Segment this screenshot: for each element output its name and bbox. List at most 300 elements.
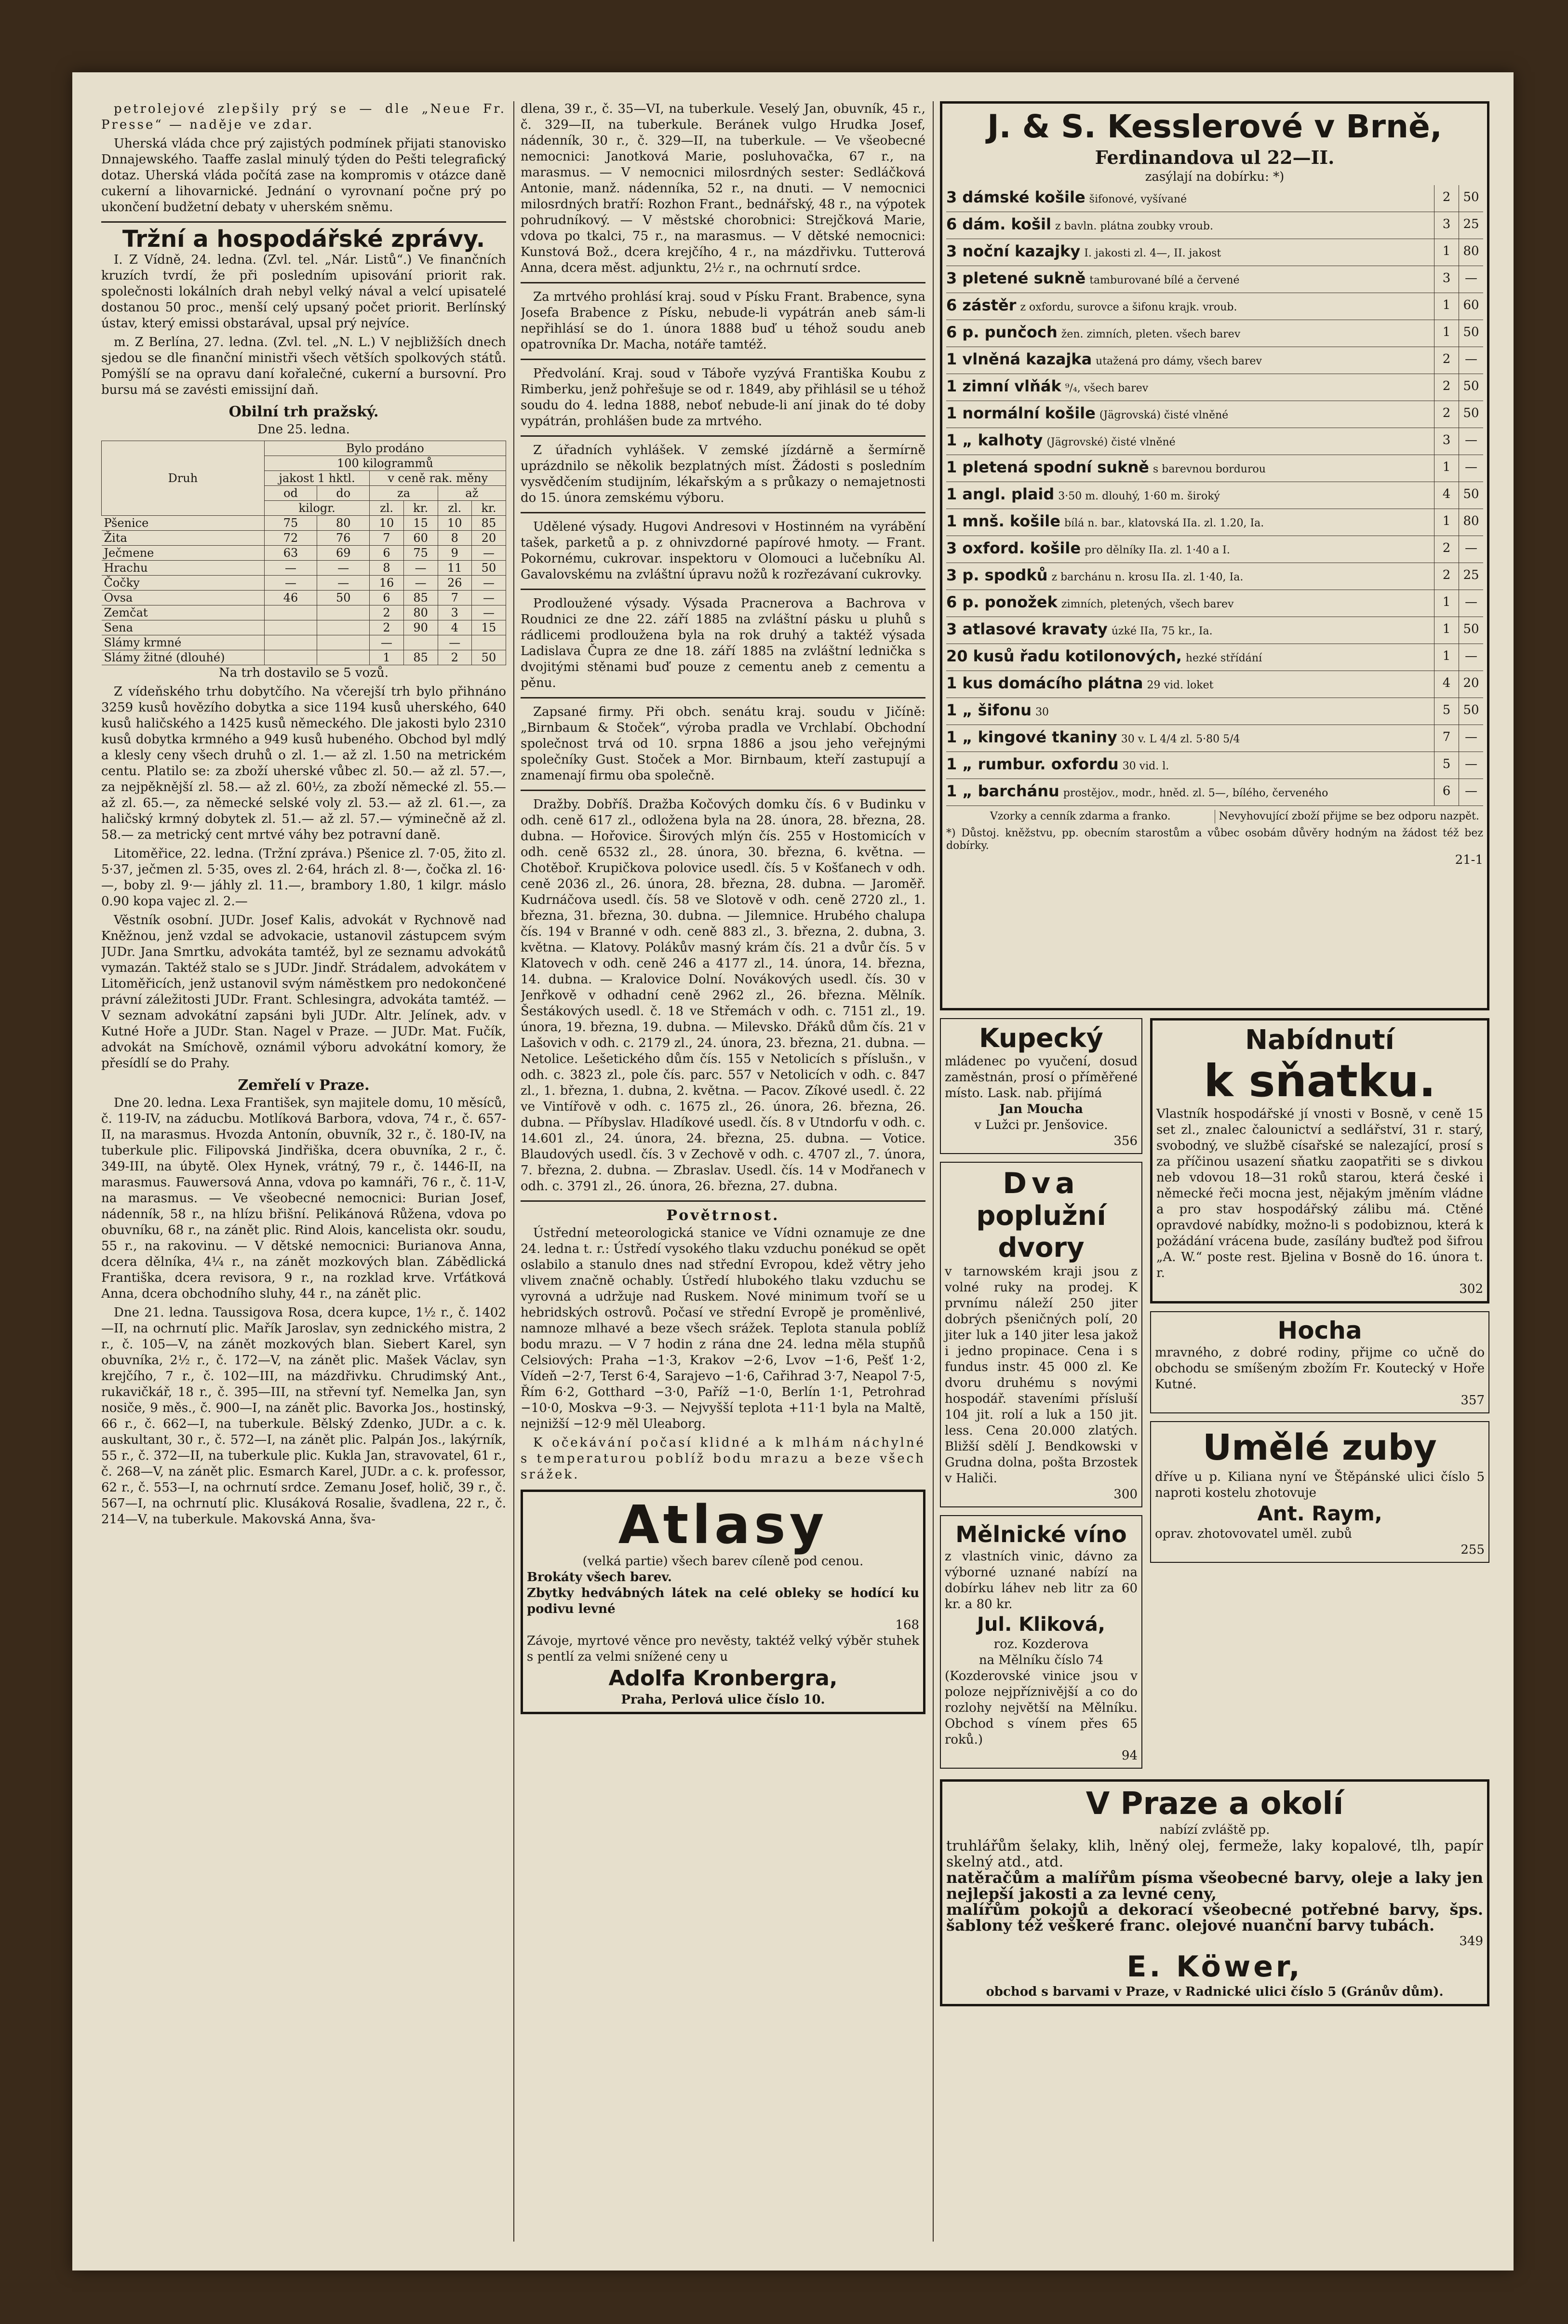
ad-place: na Mělníku číslo 74 bbox=[978, 1653, 1104, 1667]
ad-number: 300 bbox=[1113, 1487, 1138, 1502]
price-item-desc: žen. zimních, pleten. všech barev bbox=[1061, 328, 1241, 340]
price-item-desc: 30 bbox=[1035, 706, 1049, 718]
table-cell: 15 bbox=[403, 516, 438, 531]
divider bbox=[521, 512, 925, 513]
ad-line: Závoje, myrtové věnce pro nevěsty, taktéž velký výběr stuhek s pentlí za velmi snížené ceny u bbox=[527, 1634, 919, 1664]
deaths-title: Zemřelí v Praze. bbox=[238, 1077, 370, 1094]
table-cell: — bbox=[471, 546, 506, 561]
price-row bbox=[946, 185, 1483, 212]
ad-title: Dva bbox=[1003, 1167, 1080, 1200]
table-cell: — bbox=[317, 561, 370, 576]
price-kr: 50 bbox=[1459, 617, 1483, 644]
price-item-desc: tamburované bílé a červené bbox=[1089, 274, 1240, 286]
price-item-title: 6 zástěr bbox=[946, 296, 1017, 314]
ad-title: k sňatku. bbox=[1204, 1055, 1436, 1107]
price-kr: — bbox=[1459, 536, 1483, 563]
newspaper-page bbox=[72, 72, 1514, 2270]
price-item-title: 6 p. punčoch bbox=[946, 323, 1058, 341]
table-header: zl. bbox=[370, 501, 403, 516]
divider bbox=[521, 790, 925, 791]
ad-number: 357 bbox=[1461, 1393, 1485, 1408]
price-kr: 50 bbox=[1459, 698, 1483, 725]
price-kr: 50 bbox=[1459, 185, 1483, 212]
ad-zuby bbox=[1150, 1421, 1489, 1563]
column-rule bbox=[933, 101, 934, 2242]
ad-title: Atlasy bbox=[618, 1494, 828, 1556]
table-cell bbox=[264, 650, 317, 665]
table-cell: 2 bbox=[370, 605, 403, 620]
price-item-title: 1 mnš. košile bbox=[946, 512, 1060, 530]
ad-dva-dvory bbox=[940, 1162, 1142, 1507]
table-cell-name: Sena bbox=[102, 620, 265, 635]
table-cell-name: Slámy žitné (dlouhé) bbox=[102, 650, 265, 665]
ad-text: Vlastník hospodářské jí vnosti v Bosně, v ceně 15 set zl., znalec čalounictví a sedlářství, 31 r. starý, svobodný, ve službě císařské se nalezající, prosí s za příčinou usazení sňatku zaopatřiti se s divkou neb vdovou 18—31 roků starou, která české i německé řeči mocna jest, nějakým jměním vládne a pro stav hospodářský zálibu má. Ctěné opravdové nabídky, možno-li s podobiznou, která k požádání vrácena bude, zasílány buďtež pod šifrou „A. W.“ poste rest. Bjelina v Bosně do 16. února t. r. bbox=[1156, 1107, 1483, 1280]
table-cell: 63 bbox=[264, 546, 317, 561]
price-kr: 50 bbox=[1459, 374, 1483, 401]
ad-text: (Kozderovské vinice jsou v poloze nejpříznivější a co do rozlohy největší na Mělníku. Obchod s vínem přes 65 roků.) bbox=[945, 1669, 1138, 1747]
table-row bbox=[102, 531, 506, 546]
table-header: kr. bbox=[403, 501, 438, 516]
price-item bbox=[946, 455, 1434, 482]
ad-number: 255 bbox=[1461, 1543, 1485, 1557]
price-row bbox=[946, 698, 1483, 725]
price-zl: 6 bbox=[1434, 779, 1459, 806]
ad-title: Umělé zuby bbox=[1203, 1427, 1437, 1468]
divider bbox=[521, 359, 925, 360]
price-item-title: 1 kus domácího plátna bbox=[946, 674, 1143, 692]
table-cell-name: Čočky bbox=[102, 576, 265, 591]
price-list bbox=[946, 185, 1483, 806]
price-item-desc: utažená pro dámy, všech barev bbox=[1096, 355, 1262, 367]
table-cell: 10 bbox=[438, 516, 471, 531]
table-cell: 20 bbox=[471, 531, 506, 546]
price-item bbox=[946, 698, 1434, 725]
ad-kupecky bbox=[940, 1018, 1142, 1154]
price-item-title: 1 „ rumbur. oxfordu bbox=[946, 755, 1119, 773]
price-item bbox=[946, 617, 1434, 644]
table-cell: 8 bbox=[370, 561, 403, 576]
table-cell bbox=[264, 635, 317, 650]
table-cell: — bbox=[264, 576, 317, 591]
column-middle bbox=[521, 101, 925, 2251]
ad-vino bbox=[940, 1515, 1142, 1769]
table-row bbox=[102, 591, 506, 605]
price-kr: 50 bbox=[1459, 401, 1483, 428]
price-kr: — bbox=[1459, 644, 1483, 671]
price-kr: 50 bbox=[1459, 320, 1483, 347]
price-zl: 2 bbox=[1434, 185, 1459, 212]
table-header: Druh bbox=[102, 441, 265, 516]
table-row bbox=[102, 546, 506, 561]
ad-title: Nabídnutí bbox=[1245, 1024, 1394, 1056]
ad-place: v Lužci pr. Jenšovice. bbox=[974, 1118, 1108, 1132]
price-row bbox=[946, 428, 1483, 455]
ad-number: 168 bbox=[895, 1618, 919, 1632]
table-note: Na trh dostavilo se 5 vozů. bbox=[218, 666, 389, 680]
table-cell: 85 bbox=[471, 516, 506, 531]
price-item-desc: zimních, pletených, všech barev bbox=[1061, 598, 1234, 610]
table-cell: — bbox=[438, 635, 471, 650]
table-header: od bbox=[264, 486, 317, 501]
notice: Prodloužené výsady. Výsada Pracnerova a Bachrova v Roudnici ze dne 22. září 1885 na zvláštní pásku u pluhů s rádlicemi prodloužena byla na rok druhý a taktéž výsada Ladislava Čupra ze dne 18. září 1885 na zvláštní lednička s dvojitými stěnami buď pouze z cementu aneb z cementu a pěnu. bbox=[521, 596, 925, 690]
price-item-title: 6 p. ponožek bbox=[946, 593, 1058, 611]
table-cell: — bbox=[471, 605, 506, 620]
ad-name: Jan Moucha bbox=[999, 1102, 1083, 1116]
price-item-desc: prostějov., modr., hněd. zl. 5—, bílého, červeného bbox=[1063, 787, 1328, 799]
table-header: jakost 1 hktl. bbox=[264, 471, 370, 486]
table-cell bbox=[317, 635, 370, 650]
divider bbox=[521, 697, 925, 699]
notice: Dražby. Dobříš. Dražba Kočových domku čís. 6 v Budinku v odh. ceně 617 zl., odložena byla na 28. února, 28. března, 28. dubna. — Hořovice. Širových mlýn čís. 255 v Hostomicích v odh. ceně 6532 zl., 28. února, 30. března, 6. května. — Chotěboř. Krupičkova polovice usedl. čís. 5 v Košťanech v odh. ceně 2036 zl., 26. února, 28. března, 28. dubna. — Jaroměř. Kudrnáčova usedl. čís. 58 ve Slotově v odh. ceně 2720 zl., 1. března, 31. března, 30. dubna. — Jilemnice. Hrubého chalupa čís. 194 v Branné v odh. ceně 883 zl., 3. března, 2. dubna, 3. května. — Klatovy. Polákův masný krám čís. 21 a dvůr čís. 5 v Klatovech v odh. ceně 246 a 4177 zl., 14. února, 14. března, 14. dubna. — Kralovice Dolní. Novákových usedl. čís. 30 v Jenřkově v odhadní ceně 2962 zl., 26. března. Mělník. Šestákových usedl. č. 18 ve Střemách v odh. c. 7151 zl., 19. února, 19. března, 19. dubna. — Milevsko. Dřáků dům čís. 21 v Lašovich v odh. c. 2179 zl., 24. února, 23. března, 21. dubna. — Netolice. Lešetického dům čís. 155 v Netolicích s příslušn., v odh. c. 3823 zl., pole čís. parc. 557 v Netolicích v odh. c. 847 zl., 1. března, 1. dubna, 2. května. — Pacov. Zíkové usedl. č. 22 ve Vintířově v odh. c. 1675 zl., 26. února, 26. března, 26. dubna. — Příbyslav. Hladíkové usedl. čís. 8 v Utndorfu v odh. c. 14.601 zl., 24. února, 24. března, 25. dubna. — Votice. Blaudových usedl. čís. 3 v Zechově v odh. c. 4707 zl., 7. února, 7. března, 2. dubna. — Zbraslav. Usedl. čís. 14 v Modřanech v odh. c. 3791 zl., 26. února, 26. března, 27. dubna. bbox=[521, 797, 925, 1194]
price-item bbox=[946, 401, 1434, 428]
paragraph: Ústřední meteorologická stanice ve Vídni oznamuje ze dne 24. ledna t. r.: Ústředí vysokého tlaku vzduchu ponékud se opět oslabilo a stanulo dnes nad střední Evropou, kdež větry jeho vlivem značně ochably. Ústředí hlubokého tlaku vzduchu se vyrovná a udržuje nad Ruskem. Nové minimum tvoří se u hebridských ostrovů. Počasí ve střední Evropě je proměnlivé, namnoze mlhavé a beze všech srážek. Teplota stanula poblíž bodu mrazu. — V 7 hodin z rána dne 24. ledna měla stupňů Celsiových: Praha −1·3, Krakov −2·6, Lvov −1·6, Pešť 1·2, Vídeň −2·7, Terst 6·4, Sarajevo −1·6, Cařihrad 3·7, Neapol 7·5, Řím 6·2, Gotthard −3·0, Paříž −1·0, Berlín 1·1, Petrohrad −10·0, Moskva −9·3. — Nejvyšší teplota +11·1 byla na Maltě, nejnižší −12·9 měl Uleaborg. bbox=[521, 1226, 925, 1431]
ad-text: mládenec po vyučení, dosud zaměstnán, prosí o příměřené místo. Lask. nab. přijímá bbox=[945, 1054, 1138, 1101]
price-item-desc: 30 vid. l. bbox=[1122, 760, 1169, 772]
table-cell: 7 bbox=[370, 531, 403, 546]
price-kr: — bbox=[1459, 779, 1483, 806]
ad-snatek bbox=[1150, 1018, 1489, 1303]
ad-name: Ant. Raym, bbox=[1257, 1502, 1382, 1525]
price-row bbox=[946, 752, 1483, 779]
table-cell: 85 bbox=[403, 591, 438, 605]
table-cell-name: Ječmene bbox=[102, 546, 265, 561]
table-cell: 50 bbox=[471, 650, 506, 665]
price-item bbox=[946, 374, 1434, 401]
table-cell: 85 bbox=[403, 650, 438, 665]
price-zl: 3 bbox=[1434, 212, 1459, 239]
price-item-title: 1 zimní vlňák bbox=[946, 377, 1061, 395]
ad-hocha bbox=[1150, 1311, 1489, 1413]
notice: Zapsané firmy. Při obch. senátu kraj. soudu v Jičíně: „Birnbaum & Stoček“, výroba pradla ve Vrchlabí. Obchodní společnost trvá od 10. srpna 1886 a jsou jeho veřejnými společníky Gust. Stoček a Mor. Birnbaum, kteří zastupují a znamenají firmu oba společně. bbox=[521, 705, 925, 783]
ad-footer-right: Nevyhovující zboží přijme se bez odporu nazpět. bbox=[1219, 810, 1479, 822]
price-item bbox=[946, 509, 1434, 536]
price-row bbox=[946, 239, 1483, 266]
price-item bbox=[946, 725, 1434, 752]
price-item bbox=[946, 644, 1434, 671]
price-row bbox=[946, 455, 1483, 482]
table-cell: 75 bbox=[403, 546, 438, 561]
ad-name: Adolfa Kronbergra, bbox=[608, 1666, 838, 1691]
price-item-title: 6 dám. košil bbox=[946, 215, 1051, 233]
table-header: za bbox=[370, 486, 438, 501]
ad-line: Zbytky hedvábných látek na celé obleky se hodící ku podivu levné bbox=[527, 1586, 919, 1616]
table-cell bbox=[317, 650, 370, 665]
price-item bbox=[946, 671, 1434, 698]
ad-atlasy bbox=[521, 1490, 925, 1714]
divider bbox=[521, 589, 925, 590]
price-item-title: 1 „ kalhoty bbox=[946, 431, 1043, 449]
table-cell: 75 bbox=[264, 516, 317, 531]
price-item-desc: 30 v. L 4/4 zl. 5·80 5/4 bbox=[1121, 733, 1240, 745]
price-item bbox=[946, 563, 1434, 590]
price-kr: — bbox=[1459, 428, 1483, 455]
table-cell: — bbox=[471, 591, 506, 605]
price-zl: 1 bbox=[1434, 239, 1459, 266]
price-item-desc: z barchánu n. krosu IIa. zl. 1·40, Ia. bbox=[1051, 571, 1244, 583]
ad-title: Kupecký bbox=[979, 1023, 1103, 1053]
table-cell: — bbox=[471, 576, 506, 591]
ad-title: poplužní dvory bbox=[976, 1200, 1106, 1263]
price-zl: 5 bbox=[1434, 752, 1459, 779]
price-row bbox=[946, 482, 1483, 509]
price-zl: 2 bbox=[1434, 347, 1459, 374]
price-zl: 1 bbox=[1434, 320, 1459, 347]
table-cell bbox=[264, 605, 317, 620]
table-cell bbox=[317, 620, 370, 635]
price-kr: 60 bbox=[1459, 293, 1483, 320]
ad-name-2: roz. Kozderova bbox=[993, 1637, 1089, 1652]
table-cell-name: Slámy krmné bbox=[102, 635, 265, 650]
price-row bbox=[946, 779, 1483, 806]
table-cell: 8 bbox=[438, 531, 471, 546]
price-item-desc: bílá n. bar., klatovská IIa. zl. 1.20, Ia. bbox=[1064, 517, 1264, 529]
price-item bbox=[946, 185, 1434, 212]
table-cell-name: Ovsa bbox=[102, 591, 265, 605]
table-cell: 2 bbox=[438, 650, 471, 665]
price-item-title: 3 atlasové kravaty bbox=[946, 620, 1108, 638]
paragraph: petrolejové zlepšily prý se — dle „Neue Fr. Presse“ — naděje ve zdar. bbox=[101, 102, 506, 132]
price-item-title: 3 dámské košile bbox=[946, 188, 1086, 206]
paragraph: Věstník osobní. JUDr. Josef Kalis, advokát v Rychnově nad Kněžnou, jenž vzdal se advokacie, ustanovil zástupcem svým JUDr. Jana Smrtku, advokáta tamtéž, byl ze seznamu advokátů vymazán. Taktéž stalo se s JUDr. Jindř. Strádalem, advokátem v Litoměřicích, jenž ustanovil svým náměstkem pro nedokončené právní záležitosti JUDr. Frant. Schlesingra, advokáta tamtéž. — V seznam advokátní zapsáni byli JUDr. Altr. Jelínek, adv. v Kutné Hoře a JUDr. Stan. Nagel v Praze. — JUDr. Mat. Fučík, advokát na Smíchově, oznámil výboru advokátní komory, že přesídlí se do Prahy. bbox=[101, 913, 506, 1071]
ad-text: v tarnowském kraji jsou z volné ruky na prodej. K prvnímu náleží 250 jiter dobrých pšeničných polí, 20 jiter luk a 140 jiter lesa jakož i jedno propinace. Cena i s fundus instr. 45 000 zl. Ke dvoru druhému s novými hospodář. staveními přísluší 104 jit. rolí a luk a 150 jit. less. Cena 20.000 zlatých. Bližší sdělí J. Bendkowski v Grudna dolna, pošta Brzostek v Haliči. bbox=[945, 1264, 1138, 1486]
table-cell: 9 bbox=[438, 546, 471, 561]
price-item-desc: (Jägrovské) čisté vlněné bbox=[1046, 436, 1176, 448]
table-cell: 80 bbox=[403, 605, 438, 620]
table-cell: 76 bbox=[317, 531, 370, 546]
table-cell bbox=[317, 605, 370, 620]
price-item-title: 1 angl. plaid bbox=[946, 485, 1055, 503]
table-cell: 46 bbox=[264, 591, 317, 605]
table-cell-name: Žita bbox=[102, 531, 265, 546]
table-cell: 3 bbox=[438, 605, 471, 620]
table-cell: 69 bbox=[317, 546, 370, 561]
ad-line: Brokáty všech barev. bbox=[527, 1570, 672, 1585]
price-kr: — bbox=[1459, 347, 1483, 374]
ad-number: 356 bbox=[1113, 1134, 1138, 1148]
ad-name: E. Köwer, bbox=[1126, 1950, 1303, 1984]
table-header: Bylo prodáno bbox=[264, 441, 506, 456]
price-item-desc: 29 vid. loket bbox=[1147, 679, 1214, 691]
ad-line: malířům pokojů a dekorací všeobecné potřebné barvy, šps. šablony též veškeré franc. olejové nuanční barvy tubách. bbox=[946, 1900, 1483, 1934]
price-item-desc: pro dělníky IIa. zl. 1·40 a I. bbox=[1085, 544, 1230, 556]
price-zl: 4 bbox=[1434, 482, 1459, 509]
table-date: Dne 25. ledna. bbox=[257, 422, 350, 437]
ads-left-stack bbox=[940, 1018, 1142, 1776]
price-item-title: 1 „ barchánu bbox=[946, 782, 1059, 800]
price-kr: 20 bbox=[1459, 671, 1483, 698]
table-cell: 2 bbox=[370, 620, 403, 635]
table-cell: — bbox=[403, 576, 438, 591]
price-row bbox=[946, 617, 1483, 644]
price-item bbox=[946, 482, 1434, 509]
price-zl: 1 bbox=[1434, 293, 1459, 320]
price-row bbox=[946, 590, 1483, 617]
price-kr: 50 bbox=[1459, 482, 1483, 509]
price-zl: 3 bbox=[1434, 428, 1459, 455]
notice: Za mrtvého prohlásí kraj. soud v Písku Frant. Brabence, syna Josefa Brabence z Písku, nebude-li vypátrán aneb sám-li nepřihlásí se do 1. února 1888 buď u téhož soudu aneb opatrovníka Dr. Macha, notáře tamtéž. bbox=[521, 290, 925, 352]
column-left bbox=[101, 101, 506, 2251]
price-row bbox=[946, 266, 1483, 293]
price-row bbox=[946, 644, 1483, 671]
price-zl: 4 bbox=[1434, 671, 1459, 698]
table-row bbox=[102, 635, 506, 650]
price-row bbox=[946, 320, 1483, 347]
price-item-desc: úzké IIa, 75 kr., Ia. bbox=[1111, 625, 1213, 637]
table-cell: 7 bbox=[438, 591, 471, 605]
notice: Předvolání. Kraj. soud v Táboře vyzývá Františka Koubu z Rimberku, jenž pohřešuje se od r. 1849, aby přihlásil se u téhož soudu do 4. ledna 1888, neboť nebude-li aní jinak do té doby vypátrán, prohlášen bude za mrtvého. bbox=[521, 366, 925, 429]
ad-title: V Praze a okolí bbox=[1086, 1786, 1344, 1822]
ad-text: z vlastních vinic, dávno za výborné uznané nabízí na dobírku láhev neb litr za 60 kr. a 80 kr. bbox=[945, 1549, 1138, 1612]
table-cell: — bbox=[317, 576, 370, 591]
price-item-desc: hezké střídání bbox=[1185, 652, 1262, 664]
paragraph: I. Z Vídně, 24. ledna. (Zvl. tel. „Nár. Listů“.) Ve finančních kruzích tvrdí, že při posledním upisování priorit rak. společnosti lokálních drah nebyl velký nával a velcí upisatelé dostanou 50 proc., menší celý upsaný počet priorit. Berlínský ústav, který emissi obstarával, upsal prý nejvíce. bbox=[101, 253, 506, 331]
table-header: zl. bbox=[438, 501, 471, 516]
table-header: kr. bbox=[471, 501, 506, 516]
table-header: až bbox=[438, 486, 506, 501]
price-item bbox=[946, 752, 1434, 779]
table-row bbox=[102, 576, 506, 591]
price-zl: 3 bbox=[1434, 266, 1459, 293]
price-row bbox=[946, 536, 1483, 563]
ad-line: (velká partie) všech barev cíleně pod cenou. bbox=[582, 1554, 864, 1569]
ad-title: J. & S. Kesslerové v Brně, bbox=[987, 108, 1442, 145]
paragraph: Dne 21. ledna. Taussigova Rosa, dcera kupce, 1½ r., č. 1402—II, na ochrnutí plic. Mařík Jaroslav, syn zednického mistra, 2 r., č. 105—V, na zánět mozkových blan. Siebert Karel, syn obuvníka, 2½ r., č. 172—V, na zánět plic. Mašek Václav, syn krejčího, 7 r., č. 102—III, na mázdřivku. Chrudimský Ant., rukavičkář, 18 r., č. 395—III, na střevní tyf. Nemelka Jan, syn nosiče, 9 měs., č. 900—I, na zánět plic. Bavorka Jos., hostinský, 66 r., č. 662—I, na tuberkule. Bělský Zdenko, JUDr. a c. k. auskultant, 30 r., č. 572—I, na zánět plic. Palpán Jos., lakýrník, 55 r., č. 372—II, na tuberkule plic. Kukla Jan, stravovatel, 61 r., č. 268—V, na zánět plic. Esmarch Karel, JUDr. a c. k. professor, 62 r., č. 553—I, na ochrnutí srdce. Zemanu Josef, holič, 39 r., č. 567—I, na ochrnutí plic. Klusáková Rosalie, švadlena, 22 r., č. 214—V, na tuberkule. Makovská Anna, šva- bbox=[101, 1305, 506, 1527]
price-item bbox=[946, 212, 1434, 239]
price-zl: 5 bbox=[1434, 698, 1459, 725]
price-item-desc: s barevnou bordurou bbox=[1153, 463, 1266, 475]
paragraph: m. Z Berlína, 27. ledna. (Zvl. tel. „N. L.) V nejbližších dnech sjedou se dle finanční ministři všech větších spolkových států. Pomýšlí se na opravu daní kořalečné, cukerní a bursovní. Pro bursu má se zavésti emissijní daň. bbox=[101, 335, 506, 397]
table-cell: 15 bbox=[471, 620, 506, 635]
price-item-desc: šifonové, vyšívané bbox=[1089, 193, 1187, 205]
ad-line: truhlářům šelaky, klih, lněný olej, fermeže, laky kopalové, tlh, papír skelný atd., atd. bbox=[946, 1838, 1483, 1870]
price-item-title: 1 „ kingové tkaniny bbox=[946, 728, 1117, 746]
price-kr: — bbox=[1459, 752, 1483, 779]
table-cell: 11 bbox=[438, 561, 471, 576]
table-cell: 72 bbox=[264, 531, 317, 546]
ad-address: Praha, Perlová ulice číslo 10. bbox=[621, 1693, 825, 1707]
price-kr: 25 bbox=[1459, 212, 1483, 239]
notice: Z úřadních vyhlášek. V zemské jízdárně a šermírně uprázdnilo se několik bezplatných míst. Žádosti s posledním vysvědčením studijním, lékařským a s průkazy o nemajetnosti do 15. února zemskému výboru. bbox=[521, 443, 925, 505]
table-row bbox=[102, 516, 506, 531]
price-item bbox=[946, 239, 1434, 266]
table-cell-name: Zemčat bbox=[102, 605, 265, 620]
ad-line: nabízí zvláště pp. bbox=[1159, 1823, 1270, 1837]
table-header: 100 kilogrammů bbox=[264, 456, 506, 471]
price-kr: 80 bbox=[1459, 509, 1483, 536]
price-item-desc: z bavln. plátna zoubky vroub. bbox=[1055, 220, 1213, 232]
price-zl: 2 bbox=[1434, 563, 1459, 590]
price-zl: 7 bbox=[1434, 725, 1459, 752]
table-header: kilogr. bbox=[264, 501, 370, 516]
weather-title: Povětrnost. bbox=[666, 1207, 780, 1224]
price-zl: 1 bbox=[1434, 455, 1459, 482]
paragraph: Uherská vláda chce prý zajistých podmínek přijati stanovisko Dnnajewského. Taaffe zaslal minulý týden do Pešti telegrafický dotaz. Uherská vláda počítá zase na kompromis v otázce daně cukerní a lihovarnické. Jednání o vyrovnaní počne prý po ukončení budžetní debaty v uherském sněmu. bbox=[101, 136, 506, 215]
ad-footnote: *) Důstoj. kněžstvu, pp. obecním starostům a vůbec osobám důvěry hodným na žádost též bez dobírky. bbox=[946, 827, 1483, 852]
price-item-title: 1 normální košile bbox=[946, 404, 1096, 422]
price-item-title: 3 oxford. košile bbox=[946, 539, 1081, 557]
price-item-desc: z oxfordu, surovce a šifonu krajk. vroub. bbox=[1020, 301, 1237, 313]
price-zl: 1 bbox=[1434, 590, 1459, 617]
ad-text: oprav. zhotovovatel uměl. zubů bbox=[1155, 1527, 1352, 1541]
price-row bbox=[946, 563, 1483, 590]
price-item-title: 1 pletená spodní sukně bbox=[946, 458, 1149, 476]
price-item bbox=[946, 266, 1434, 293]
price-item-title: 20 kusů řadu kotilonových, bbox=[946, 647, 1182, 665]
ad-number: 21-1 bbox=[1455, 853, 1483, 867]
ad-title: Mělnické víno bbox=[955, 1521, 1127, 1547]
table-title: Obilní trh pražský. bbox=[228, 403, 379, 420]
table-cell: 90 bbox=[403, 620, 438, 635]
table-cell: 50 bbox=[317, 591, 370, 605]
price-zl: 2 bbox=[1434, 536, 1459, 563]
table-cell: — bbox=[370, 635, 403, 650]
price-row bbox=[946, 509, 1483, 536]
column-rule bbox=[513, 101, 514, 2242]
price-item bbox=[946, 590, 1434, 617]
price-item-title: 1 vlněná kazajka bbox=[946, 350, 1092, 368]
price-item bbox=[946, 428, 1434, 455]
ad-footer: obchod s barvami v Praze, v Radnické ulici číslo 5 (Gránův dům). bbox=[986, 1985, 1444, 1999]
price-item bbox=[946, 293, 1434, 320]
ad-number: 94 bbox=[1121, 1748, 1138, 1763]
paragraph: Z vídeňského trhu dobytčího. Na včerejší trh bylo přihnáno 3259 kusů hovězího dobytka a sice 1194 kusů uherského, 640 kusů haličského a 1425 kusů německého. Dle jakosti bylo 2310 kusů dobytka krmného a 949 kusů hubeného. Obchod byl mdlý a klesly ceny všech druhů o zl. 1.— až zl. 1.50 na metrickém centu. Platilo se: za zboží uherské vůbec zl. 50.— až zl. 57.—, za nejpěknější zl. 58.— až zl. 60½, za zboží německé zl. 55.— až zl. 65.—, za německé selské voly zl. 53.— až zl. 61.—, za haličský krmný dobytek zl. 51.— až zl. 57.— výminečně až zl. 58.— za metrický cent mrtvé váhy bez potravní daně. bbox=[101, 685, 506, 842]
price-row bbox=[946, 293, 1483, 320]
table-row bbox=[102, 620, 506, 635]
ad-name: Jul. Kliková, bbox=[977, 1613, 1105, 1636]
table-cell-name: Pšenice bbox=[102, 516, 265, 531]
ad-title: Hocha bbox=[1277, 1316, 1362, 1344]
price-item bbox=[946, 779, 1434, 806]
table-row bbox=[102, 650, 506, 665]
table-cell: 26 bbox=[438, 576, 471, 591]
price-zl: 2 bbox=[1434, 401, 1459, 428]
ad-number: 302 bbox=[1459, 1282, 1483, 1296]
table-header: v ceně rak. měny bbox=[370, 471, 506, 486]
paragraph: dlena, 39 r., č. 35—VI, na tuberkule. Veselý Jan, obuvník, 45 r., č. 329—II, na tuberkule. Beránek vulgo Hrudka Josef, nádenník, 30 r., č. 329—II, na tuberkule. — Ve všeobecné nemocnici: Janotková Marie, posluhovačka, 67 r., na marasmus. — V nemocnici milosrdných sester: Sedláčková Antonie, manž. nádenníka, 52 r., na dnuti. — V nemocnici milosrdných bratří: Rozhon Frant., bednářský, 48 r., na výpotek pohrudníkový. — V městské chorobnici: Strejčková Marie, vdova po tkalci, 75 r., na marasmus. — V dětské nemocnici: Kunstová Bož., dcera krejčího, 4 r., na mázdřivku. Tutterová Anna, dcera měst. adjunktu, 2½ r., na ochrnutí srdce. bbox=[521, 102, 925, 275]
table-row bbox=[102, 561, 506, 576]
price-row bbox=[946, 401, 1483, 428]
notice: Udělené výsady. Hugovi Andresovi v Hostinném na vyrábění tašek, parketů a p. z ohnivzdorné papírové hmoty. — Frant. Pokornému, cukrovar. inspektoru v Olomouci a lučebníku Al. Gavalovskému na zvláštní úpravu nožů k rozřezávaní cukrovky. bbox=[521, 520, 925, 582]
ad-street: Ferdinandova ul 22—II. bbox=[1095, 147, 1335, 168]
price-item-title: 3 noční kazajky bbox=[946, 242, 1081, 260]
table-header: do bbox=[317, 486, 370, 501]
price-row bbox=[946, 725, 1483, 752]
price-item-desc: (Jägrovská) čisté vlněné bbox=[1099, 409, 1229, 421]
divider bbox=[521, 1200, 925, 1202]
table-cell: 60 bbox=[403, 531, 438, 546]
paragraph: K očekávání počasí klidné a k mlhám náchylné s temperaturou poblíž bodu mrazu a beze všech srážek. bbox=[521, 1436, 925, 1482]
paragraph: Dne 20. ledna. Lexa František, syn majitele domu, 10 měsíců, č. 119-IV, na záducbu. Motlíková Barbora, vdova, 74 r., č. 657-II, na marasmus. Hvozda Antonín, obuvník, 32 r., č. 180-IV, na tuberkule plic. Filipovská Jindřiška, dcera obuvníka, 2 r., č. 349-III, na úbytě. Olex Hynek, vrátný, 79 r., č. 1446-II, na marasmus. Fauwersová Anna, vdova po kamnáři, 76 r., č. 11-V, na marasmus. — Ve všeobecné nemocnici: Burian Josef, nádenník, 58 r., na hlízu břišní. Pelikánová Růžena, vdova po obuvníku, 68 r., na zánět plic. Rind Alois, kancelista okr. soudu, 55 r., na rakovinu. — V dětské nemocnici: Burianova Anna, dcera dělníka, 4¼ r., na zánět mozkových blan. Zábědlická Františka, dcera revisora, 9 r., na rozklad krve. Vrťátková Anna, dcera obchodního sluhy, 44 r., na zánět plic. bbox=[101, 1096, 506, 1301]
divider bbox=[521, 282, 925, 283]
price-kr: 25 bbox=[1459, 563, 1483, 590]
price-zl: 1 bbox=[1434, 617, 1459, 644]
ads-right-stack bbox=[1150, 1018, 1489, 1776]
price-item-desc: ⁹/₄, všech barev bbox=[1065, 382, 1149, 394]
table-cell-name: Hrachu bbox=[102, 561, 265, 576]
table-cell bbox=[264, 620, 317, 635]
table-row bbox=[102, 605, 506, 620]
price-row bbox=[946, 212, 1483, 239]
ad-subtitle: zasýlají na dobírku: *) bbox=[1145, 170, 1285, 184]
price-row bbox=[946, 347, 1483, 374]
divider bbox=[521, 435, 925, 437]
table-cell: 80 bbox=[317, 516, 370, 531]
ad-number: 349 bbox=[1459, 1934, 1483, 1948]
table-cell: 50 bbox=[471, 561, 506, 576]
price-item-title: 3 p. spodků bbox=[946, 566, 1048, 584]
column-ads bbox=[940, 101, 1489, 2251]
price-kr: — bbox=[1459, 590, 1483, 617]
